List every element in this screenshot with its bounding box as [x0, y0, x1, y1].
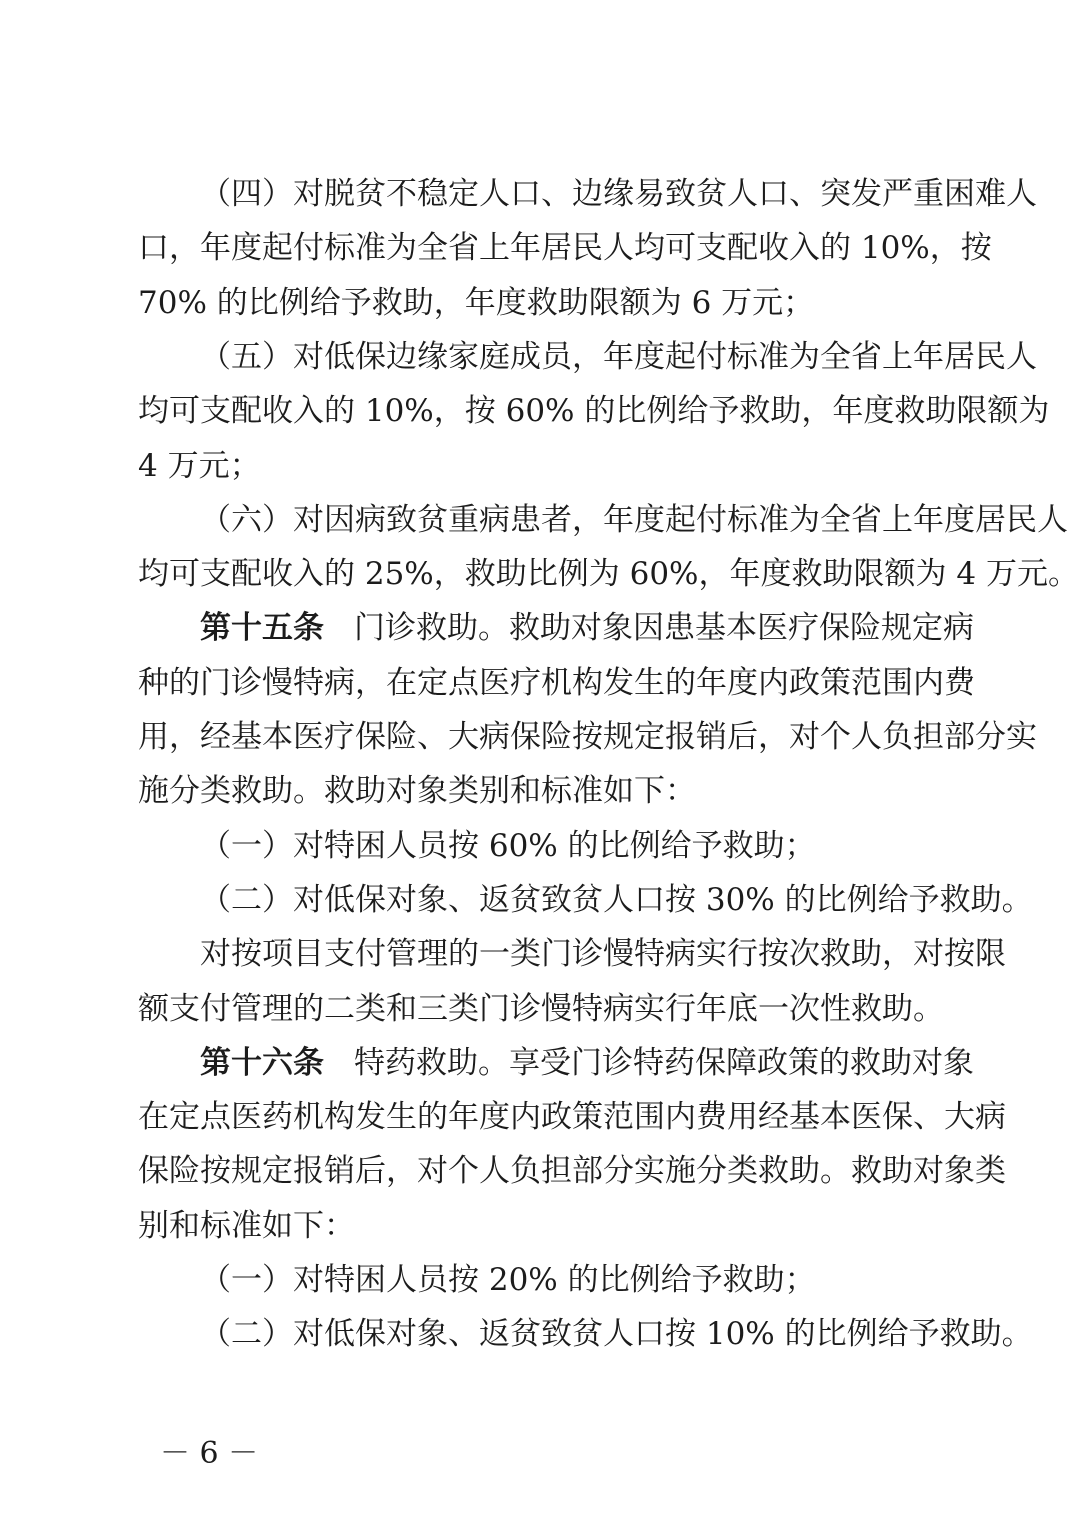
article-16-text: 特药救助。享受门诊特药保障政策的救助对象 [354, 1045, 974, 1081]
paragraph-line: 额支付管理的二类和三类门诊慢特病实行年底一次性救助。 [138, 991, 944, 1027]
paragraph-line: 别和标准如下： [138, 1208, 355, 1244]
paragraph-line: 均可支配收入的 10%，按 60% 的比例给予救助，年度救助限额为 [138, 393, 1050, 429]
paragraph-line: 种的门诊慢特病，在定点医疗机构发生的年度内政策范围内费 [138, 665, 975, 701]
page-number: － 6 － [160, 1436, 259, 1471]
article-16-first-line [200, 1037, 974, 1089]
article-15-heading: 第十五条 [200, 610, 324, 646]
article-15-text: 门诊救助。救助对象因患基本医疗保险规定病 [354, 610, 974, 646]
paragraph-line: （一）对特困人员按 60% 的比例给予救助； [200, 828, 816, 864]
paragraph-line: 均可支配收入的 25%，救助比例为 60%，年度救助限额为 4 万元。 [138, 556, 1079, 592]
paragraph-line: 4 万元； [138, 448, 261, 484]
paragraph-line: （一）对特困人员按 20% 的比例给予救助； [200, 1262, 816, 1298]
paragraph-line: （五）对低保边缘家庭成员，年度起付标准为全省上年居民人 [200, 339, 1037, 375]
paragraph-line: （四）对脱贫不稳定人口、边缘易致贫人口、突发严重困难人 [200, 176, 1037, 212]
paragraph-line: （六）对因病致贫重病患者，年度起付标准为全省上年度居民人 [200, 502, 1068, 538]
paragraph-line: 保险按规定报销后，对个人负担部分实施分类救助。救助对象类 [138, 1153, 1006, 1189]
paragraph-line: 70% 的比例给予救助，年度救助限额为 6 万元； [138, 285, 815, 321]
paragraph-line: 在定点医药机构发生的年度内政策范围内费用经基本医保、大病 [138, 1099, 1006, 1135]
article-15-first-line [200, 602, 974, 654]
paragraph-line: 对按项目支付管理的一类门诊慢特病实行按次救助，对按限 [200, 936, 1006, 972]
paragraph-line: （二）对低保对象、返贫致贫人口按 10% 的比例给予救助。 [200, 1316, 1033, 1352]
article-16-heading: 第十六条 [200, 1045, 324, 1081]
paragraph-line: 口，年度起付标准为全省上年居民人均可支配收入的 10%，按 [138, 230, 992, 266]
paragraph-line: 用，经基本医疗保险、大病保险按规定报销后，对个人负担部分实 [138, 719, 1037, 755]
paragraph-line: 施分类救助。救助对象类别和标准如下： [138, 773, 696, 809]
paragraph-line: （二）对低保对象、返贫致贫人口按 30% 的比例给予救助。 [200, 882, 1033, 918]
